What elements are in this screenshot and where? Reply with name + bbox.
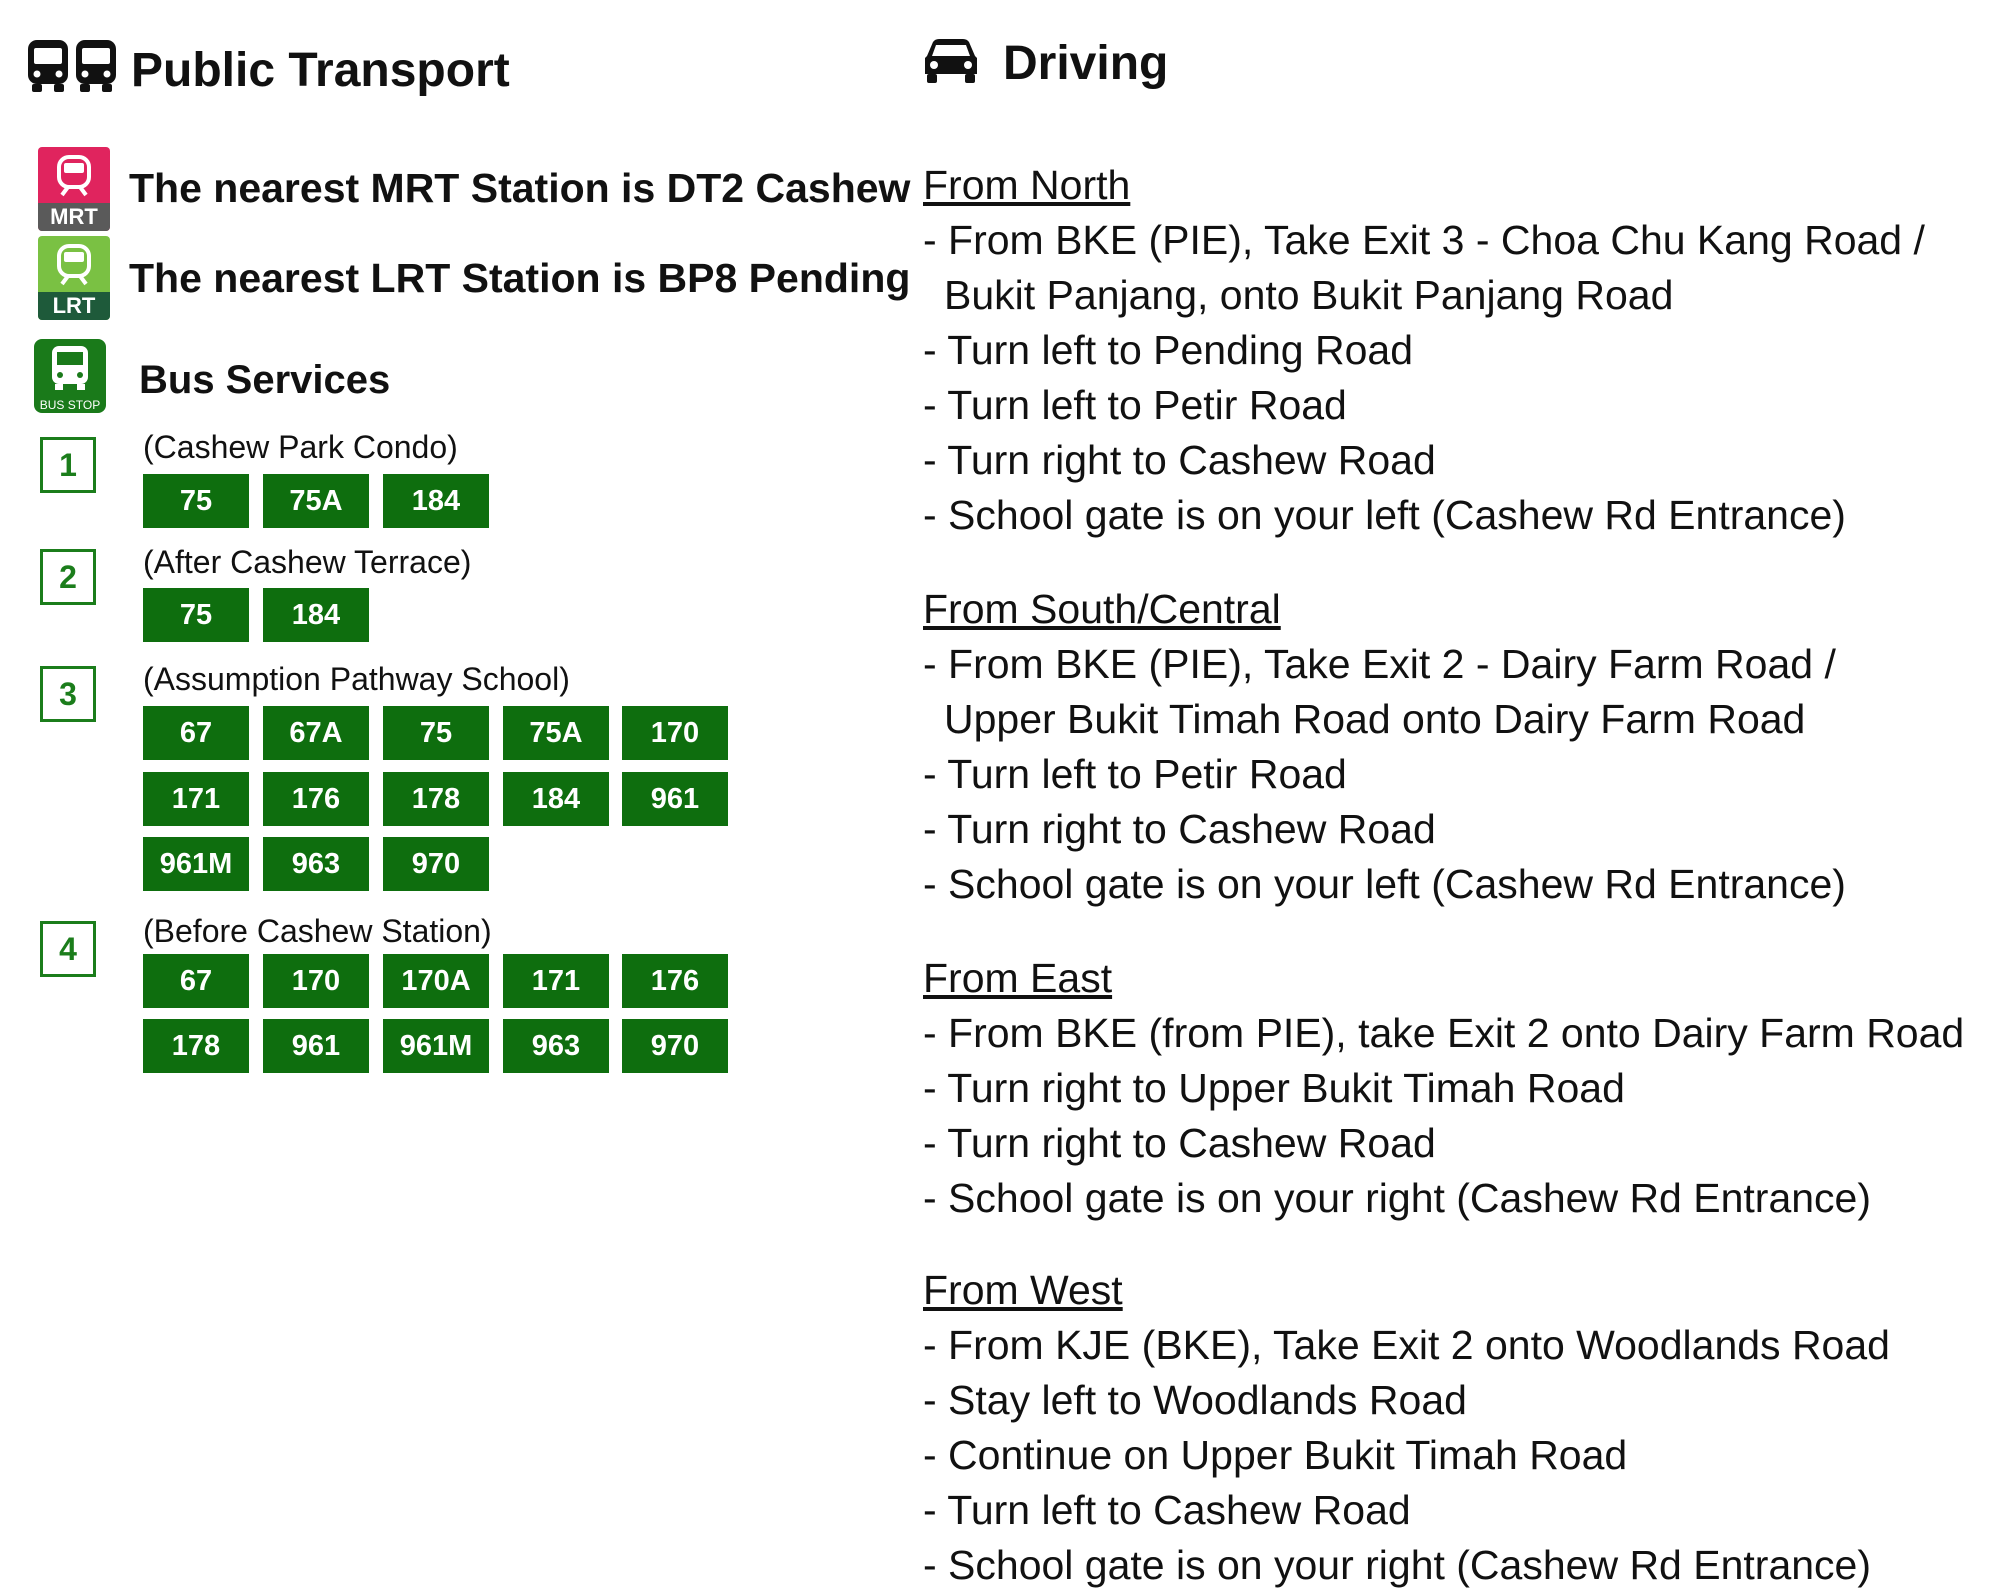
bus-chip: 961 (263, 1019, 369, 1073)
bus-services-heading: Bus Services (139, 358, 391, 402)
route-step: - School gate is on your left (Cashew Rd Entrance) (923, 861, 1846, 907)
bus-chip: 961 (622, 772, 728, 826)
route-step: - Stay left to Woodlands Road (923, 1377, 1467, 1423)
route-title: From South/Central (923, 586, 1281, 632)
mrt-icon (38, 147, 110, 231)
nearest-lrt-text: The nearest LRT Station is BP8 Pending (129, 255, 911, 301)
bus-chip: 170 (622, 706, 728, 760)
car-icon (923, 38, 979, 89)
bus-stop-icon (34, 339, 106, 413)
bus-chip: 970 (622, 1019, 728, 1073)
bus-chip: 961M (143, 837, 249, 891)
route-title: From East (923, 955, 1113, 1001)
bus-chip: 970 (383, 837, 489, 891)
bus-chip: 171 (143, 772, 249, 826)
bus-chip: 170 (263, 954, 369, 1008)
public-transport-title: Public Transport (131, 44, 510, 97)
bus-chip: 75A (263, 474, 369, 528)
bus-chip: 184 (503, 772, 609, 826)
route-step: - School gate is on your right (Cashew Rd Entrance) (923, 1542, 1872, 1588)
route-step: - Continue on Upper Bukit Timah Road (923, 1432, 1628, 1478)
route-step: - From BKE (PIE), Take Exit 3 - Choa Chu Kang Road / (923, 217, 1925, 263)
bus-chip: 67 (143, 954, 249, 1008)
stop-4-name: (Before Cashew Station) (143, 913, 492, 949)
bus-chip: 184 (383, 474, 489, 528)
route-step: - Turn left to Cashew Road (923, 1487, 1411, 1533)
route-step: - From BKE (from PIE), take Exit 2 onto Dairy Farm Road (923, 1010, 1965, 1056)
route-step: - School gate is on your left (Cashew Rd Entrance) (923, 492, 1846, 538)
bus-chip: 178 (383, 772, 489, 826)
bus-chip: 176 (622, 954, 728, 1008)
nearest-mrt-text: The nearest MRT Station is DT2 Cashew (129, 165, 911, 211)
stop-2-number: 2 (40, 549, 96, 605)
route-step: - From KJE (BKE), Take Exit 2 onto Woodlands Road (923, 1322, 1890, 1368)
bus-chip: 75 (143, 588, 249, 642)
stop-1-number: 1 (40, 437, 96, 493)
bus-chip: 961M (383, 1019, 489, 1073)
bus-chip: 171 (503, 954, 609, 1008)
bus-chip: 67A (263, 706, 369, 760)
stop-1-name: (Cashew Park Condo) (143, 429, 458, 465)
stop-3-number: 3 (40, 666, 96, 722)
bus-chip: 67 (143, 706, 249, 760)
bus-chip: 178 (143, 1019, 249, 1073)
route-step: - Turn right to Upper Bukit Timah Road (923, 1065, 1625, 1111)
route-step: - Turn right to Cashew Road (923, 437, 1436, 483)
stop-2-name: (After Cashew Terrace) (143, 544, 472, 580)
bus-chip: 75 (383, 706, 489, 760)
route-step: - Turn left to Petir Road (923, 382, 1347, 428)
route-step: - Turn right to Cashew Road (923, 806, 1436, 852)
route-step: - From BKE (PIE), Take Exit 2 - Dairy Farm Road / (923, 641, 1836, 687)
bus-chip: 963 (503, 1019, 609, 1073)
route-step: - Turn left to Petir Road (923, 751, 1347, 797)
bus-chip: 176 (263, 772, 369, 826)
lrt-icon (38, 236, 110, 320)
bus-chip: 963 (263, 837, 369, 891)
mrt-code: MRT (38, 203, 110, 231)
bus-chip: 184 (263, 588, 369, 642)
bus-chip: 75 (143, 474, 249, 528)
stop-3-name: (Assumption Pathway School) (143, 661, 570, 697)
bus-chip: 170A (383, 954, 489, 1008)
route-step: - School gate is on your right (Cashew Rd Entrance) (923, 1175, 1872, 1221)
driving-title: Driving (1003, 37, 1169, 90)
stop-4-number: 4 (40, 921, 96, 977)
bus-and-train-icon (26, 38, 118, 99)
bus-stop-label: BUS STOP (39, 398, 101, 412)
route-title: From West (923, 1267, 1123, 1313)
bus-chip: 75A (503, 706, 609, 760)
lrt-code: LRT (38, 292, 110, 320)
route-step: Upper Bukit Timah Road onto Dairy Farm Road (944, 696, 1806, 742)
route-title: From North (923, 162, 1131, 208)
route-step: - Turn left to Pending Road (923, 327, 1414, 373)
route-step: - Turn right to Cashew Road (923, 1120, 1436, 1166)
route-step: Bukit Panjang, onto Bukit Panjang Road (944, 272, 1674, 318)
